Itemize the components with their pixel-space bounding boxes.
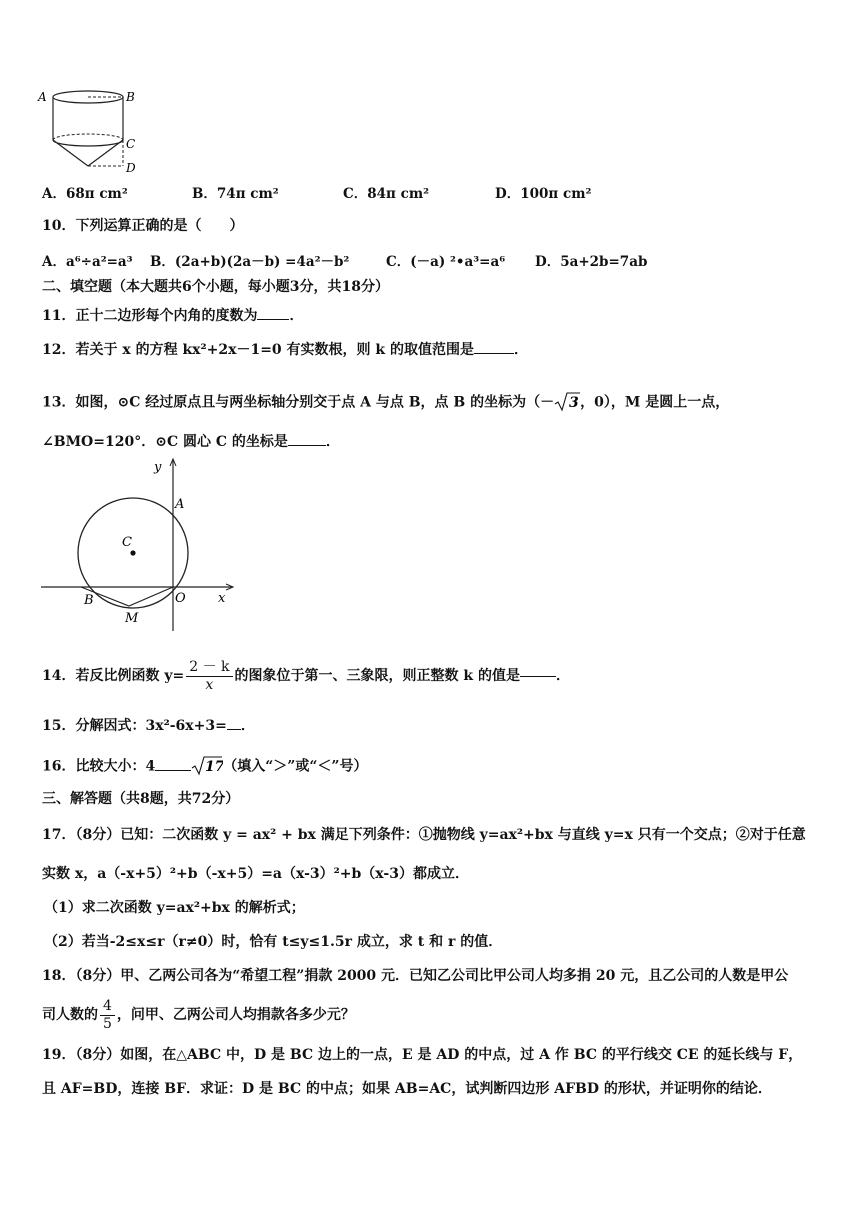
q13-line1-post: ，0），M 是圆上一点， [580, 394, 730, 411]
section-3-heading: 三、解答题（共8题，共72分） [42, 791, 240, 807]
label-B: B [126, 90, 135, 104]
label-x: x [218, 591, 226, 606]
label-O: O [175, 591, 186, 606]
q10-option-a: A．a⁶÷a²=a³ [42, 254, 133, 270]
q18-line2-post: ，问甲、乙两公司人均捐款各多少元？ [116, 1007, 355, 1023]
q12 [42, 340, 528, 360]
q13-sqrt-arg: 3 [569, 395, 579, 411]
q15 [42, 716, 255, 736]
sqrt-icon [191, 755, 223, 778]
label-B: B [84, 593, 94, 608]
q18-line1: 18．（8分）甲、乙两公司各为“希望工程”捐款 2000 元．已知乙公司比甲公司人均多捐 20 元，且乙公司的人数是甲公 [42, 968, 789, 984]
q14-post: 的图象位于第一、三象限，则正整数 k 的值是 [234, 668, 520, 684]
q19-line1: 19．（8分）如图，在△ABC 中，D 是 BC 边上的一点，E 是 AD 的中点，过 A 作 BC 的平行线交 CE 的延长线与 F， [42, 1047, 803, 1063]
q11: 11．正十二边形每个内角的度数为 ． [42, 308, 304, 324]
label-A: A [175, 497, 185, 512]
label-A: A [38, 90, 47, 104]
q18-fraction [100, 998, 115, 1033]
q16-pre: 16．比较大小：4 [42, 758, 156, 775]
q12-blank [474, 353, 514, 354]
q14-denominator: x [205, 676, 214, 693]
q11-text: 11．正十二边形每个内角的度数为 [42, 308, 258, 324]
q15-text: 15．分解因式：3x²-6x+3= [42, 718, 227, 734]
q13-line2-text: ∠BMO=120°．⊙C 圆心 C 的坐标是 [42, 434, 288, 450]
q16-post: （填入“＞”或“＜”号） [223, 758, 368, 775]
q13-line2 [42, 432, 340, 452]
q19-line2: 且 AF=BD，连接 BF．求证：D 是 BC 的中点；如果 AB=AC，试判断四边形 AFBD 的形状，并证明你的结论． [42, 1081, 772, 1097]
q17-line2: 实数 x，a（-x+5）²+b（-x+5）=a（x-3）²+b（x-3）都成立． [42, 866, 469, 882]
q14-numerator: 2 － k [186, 659, 232, 677]
q10-option-d: D．5a+2b=7ab [535, 254, 648, 270]
q17-line3: （1）求二次函数 y=ax²+bx 的解析式； [44, 900, 305, 916]
label-C: C [126, 137, 136, 151]
q14-blank [520, 676, 556, 677]
circle-axes-figure [38, 456, 238, 636]
q18-numerator: 4 [100, 998, 115, 1016]
q12-end: ． [513, 342, 528, 358]
q18-line2 [42, 995, 355, 1035]
q18-denominator: 5 [103, 1015, 112, 1032]
q13-line1-pre: 13．如图，⊙C 经过原点且与两坐标轴分别交于点 A 与点 B，点 B 的坐标为（－ [42, 394, 555, 411]
q9-option-d: D．100π cm² [495, 186, 592, 202]
sqrt-icon [554, 391, 580, 414]
q9-option-a: A．68π cm² [42, 186, 128, 202]
q15-end: ． [240, 718, 255, 734]
q13-line1 [42, 391, 729, 414]
q13-end: ． [325, 434, 340, 450]
label-y: y [154, 460, 162, 475]
q14-end: ． [555, 668, 570, 684]
q18-line2-pre: 司人数的 [42, 1007, 98, 1023]
q10-option-b: B．(2a+b)(2a－b) =4a²－b² [150, 254, 350, 270]
q11-blank [257, 319, 289, 320]
q15-blank [227, 729, 241, 730]
q16-blank [155, 770, 191, 771]
q12-text: 12．若关于 x 的方程 kx²+2x－1=0 有实数根，则 k 的取值范围是 [42, 342, 474, 358]
q10-stem: 10．下列运算正确的是（ ） [42, 218, 244, 234]
q17-line4: （2）若当-2≤x≤r（r≠0）时，恰有 t≤y≤1.5r 成立，求 t 和 r 的值． [44, 934, 503, 950]
label-M: M [125, 611, 139, 626]
cylinder-cone-figure [36, 82, 146, 178]
label-D: D [126, 161, 136, 175]
q14 [42, 656, 570, 696]
label-C: C [122, 535, 132, 550]
q16 [42, 755, 367, 778]
q16-sqrt-arg: 17 [205, 759, 224, 775]
q10-option-c: C．(－a) ²•a³=a⁶ [386, 254, 506, 270]
q9-option-c: C．84π cm² [343, 186, 430, 202]
q17-line1: 17．（8分）已知：二次函数 y = ax² + bx 满足下列条件：①抛物线 y=ax²+bx 与直线 y=x 只有一个交点；②对于任意 [42, 827, 806, 843]
q14-pre: 14．若反比例函数 y= [42, 668, 185, 684]
q13-blank [288, 445, 326, 446]
q14-fraction [186, 659, 232, 694]
section-2-heading: 二、填空题（本大题共6个小题，每小题3分，共18分） [42, 279, 389, 295]
q9-option-b: B．74π cm² [192, 186, 279, 202]
